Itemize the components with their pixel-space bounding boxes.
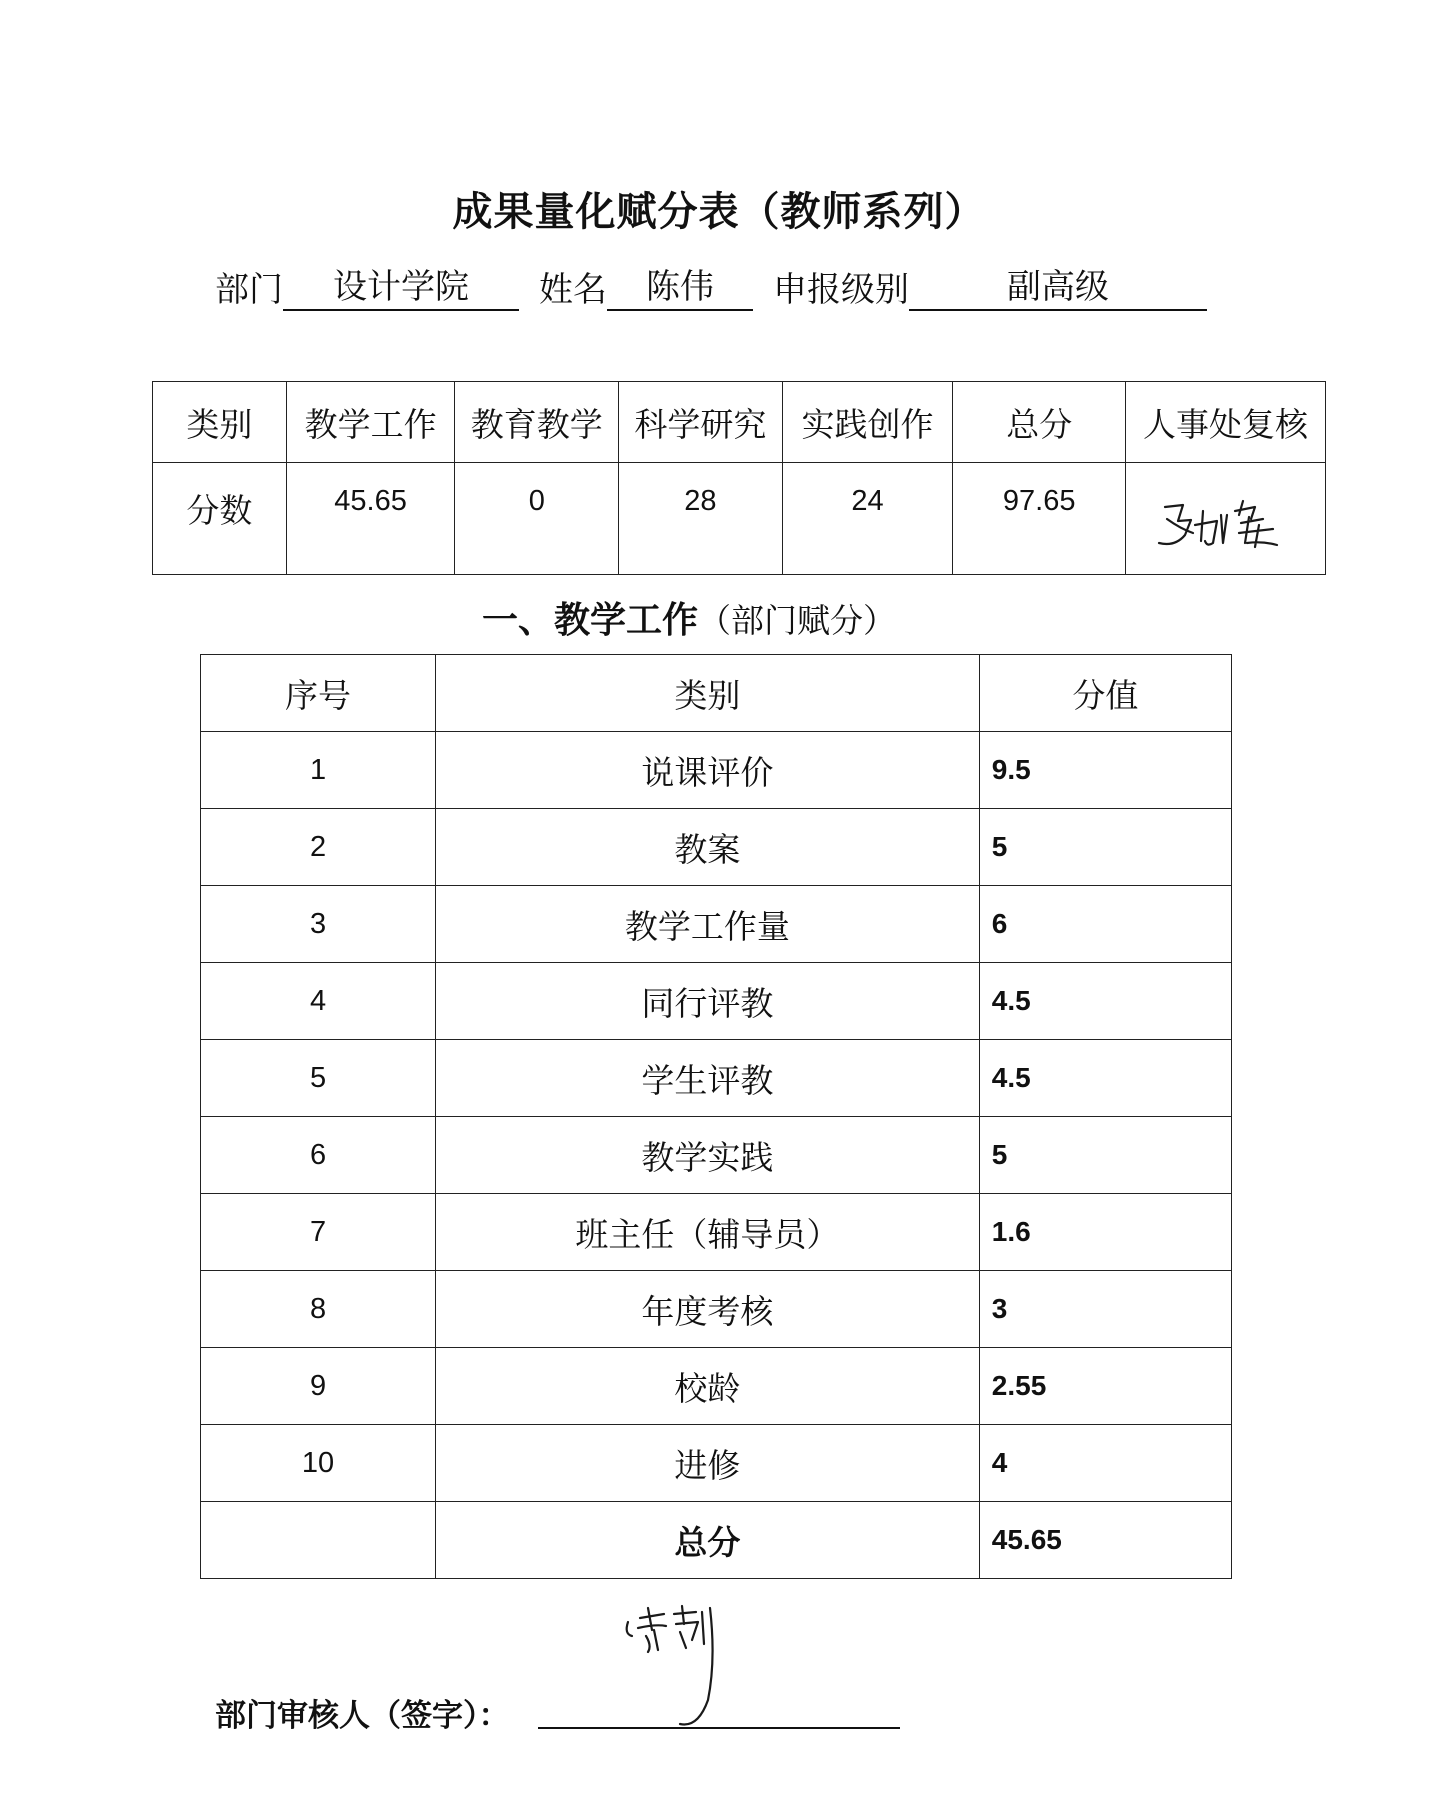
table-row bbox=[201, 1425, 1232, 1502]
row-category: 教学工作量 bbox=[436, 886, 980, 963]
hr-signature bbox=[1151, 485, 1301, 555]
reviewer-signature-line bbox=[538, 1727, 900, 1729]
dept-value: 设计学院 bbox=[283, 267, 519, 311]
total-row-number bbox=[201, 1502, 436, 1579]
summary-header-cell: 教学工作 bbox=[286, 382, 455, 463]
summary-header-row bbox=[153, 382, 1326, 463]
summary-value-total: 97.65 bbox=[953, 463, 1126, 575]
row-number: 9 bbox=[201, 1348, 436, 1425]
table-row bbox=[201, 1348, 1232, 1425]
summary-value-teaching: 45.65 bbox=[286, 463, 455, 575]
row-number: 4 bbox=[201, 963, 436, 1040]
detail-header-row bbox=[201, 655, 1232, 732]
row-score: 2.55 bbox=[979, 1348, 1231, 1425]
table-row bbox=[201, 809, 1232, 886]
row-score: 4.5 bbox=[979, 963, 1231, 1040]
row-number: 6 bbox=[201, 1117, 436, 1194]
summary-table bbox=[152, 381, 1326, 575]
row-category: 学生评教 bbox=[436, 1040, 980, 1117]
table-row bbox=[201, 1117, 1232, 1194]
table-row bbox=[201, 1194, 1232, 1271]
row-score: 4 bbox=[979, 1425, 1231, 1502]
row-category: 教案 bbox=[436, 809, 980, 886]
reviewer-label: 部门审核人（签字）： bbox=[215, 1698, 510, 1734]
total-row bbox=[201, 1502, 1232, 1579]
row-category: 年度考核 bbox=[436, 1271, 980, 1348]
row-category: 说课评价 bbox=[436, 732, 980, 809]
summary-value-practice: 24 bbox=[782, 463, 953, 575]
summary-value-education: 0 bbox=[455, 463, 619, 575]
section-title: 一、教学工作 bbox=[482, 600, 699, 641]
row-score: 1.6 bbox=[979, 1194, 1231, 1271]
table-row bbox=[201, 886, 1232, 963]
detail-header-cell: 类别 bbox=[436, 655, 980, 732]
row-category: 同行评教 bbox=[436, 963, 980, 1040]
row-score: 9.5 bbox=[979, 732, 1231, 809]
name-label: 姓名 bbox=[539, 270, 607, 310]
name-value: 陈伟 bbox=[607, 267, 753, 311]
reviewer-signature bbox=[618, 1600, 738, 1730]
table-row bbox=[201, 963, 1232, 1040]
summary-header-cell: 人事处复核 bbox=[1126, 382, 1326, 463]
row-score: 4.5 bbox=[979, 1040, 1231, 1117]
level-label: 申报级别 bbox=[773, 270, 909, 310]
summary-header-cell: 总分 bbox=[953, 382, 1126, 463]
row-number: 3 bbox=[201, 886, 436, 963]
row-number: 5 bbox=[201, 1040, 436, 1117]
row-score: 3 bbox=[979, 1271, 1231, 1348]
row-number: 8 bbox=[201, 1271, 436, 1348]
row-score: 6 bbox=[979, 886, 1231, 963]
row-number: 1 bbox=[201, 732, 436, 809]
row-category: 进修 bbox=[436, 1425, 980, 1502]
level-value: 副高级 bbox=[909, 267, 1207, 311]
row-category: 班主任（辅导员） bbox=[436, 1194, 980, 1271]
summary-row-label: 分数 bbox=[153, 463, 287, 575]
row-number: 2 bbox=[201, 809, 436, 886]
total-label: 总分 bbox=[436, 1502, 980, 1579]
summary-header-cell: 实践创作 bbox=[782, 382, 953, 463]
summary-header-cell: 教育教学 bbox=[455, 382, 619, 463]
table-row bbox=[201, 732, 1232, 809]
table-row bbox=[201, 1040, 1232, 1117]
table-row bbox=[201, 1271, 1232, 1348]
detail-header-cell: 分值 bbox=[979, 655, 1231, 732]
teaching-work-table bbox=[200, 654, 1232, 1579]
summary-value-research: 28 bbox=[619, 463, 783, 575]
section-heading bbox=[482, 592, 896, 643]
summary-header-cell: 科学研究 bbox=[619, 382, 783, 463]
page-title: 成果量化赋分表（教师系列） bbox=[452, 189, 986, 235]
row-category: 校龄 bbox=[436, 1348, 980, 1425]
summary-header-cell: 类别 bbox=[153, 382, 287, 463]
row-score: 5 bbox=[979, 1117, 1231, 1194]
total-score: 45.65 bbox=[979, 1502, 1231, 1579]
applicant-info bbox=[215, 262, 1207, 311]
hr-review-cell bbox=[1126, 463, 1326, 575]
row-score: 5 bbox=[979, 809, 1231, 886]
dept-label: 部门 bbox=[215, 270, 283, 310]
detail-header-cell: 序号 bbox=[201, 655, 436, 732]
row-number: 7 bbox=[201, 1194, 436, 1271]
row-category: 教学实践 bbox=[436, 1117, 980, 1194]
section-note: （部门赋分） bbox=[698, 601, 897, 640]
row-number: 10 bbox=[201, 1425, 436, 1502]
summary-score-row bbox=[153, 463, 1326, 575]
